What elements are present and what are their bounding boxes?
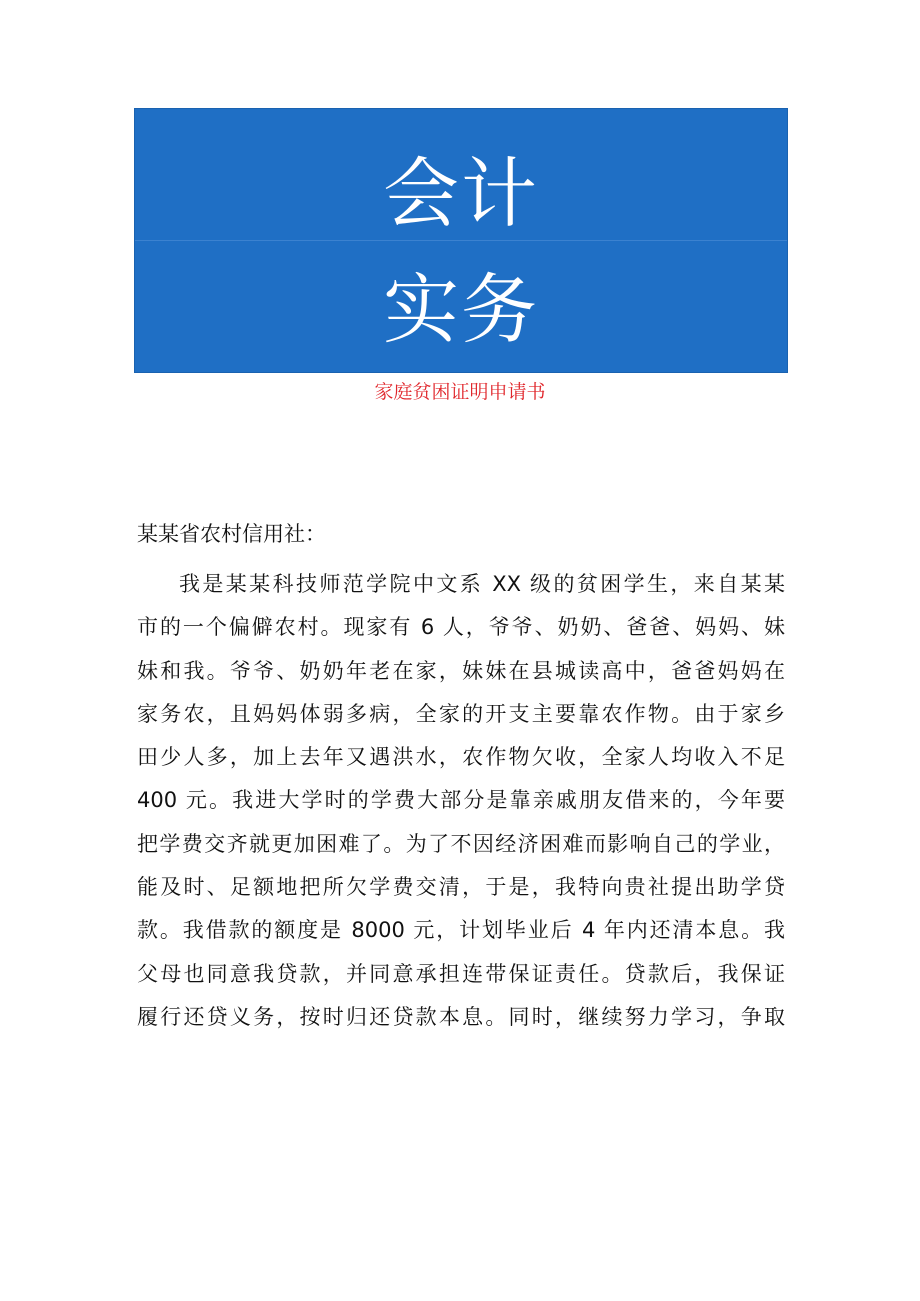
body-line: 把学费交齐就更加困难了。为了不因经济困难而影响自己的学业， — [137, 831, 785, 856]
body-line: 妹和我。爷爷、奶奶年老在家，妹妹在县城读高中，爸爸妈妈在 — [137, 658, 785, 683]
body-line: 父母也同意我贷款，并同意承担连带保证责任。贷款后，我保证 — [137, 961, 785, 986]
body-line: 履行还贷义务，按时归还贷款本息。同时，继续努力学习，争取 — [137, 1004, 785, 1029]
body-line: 能及时、足额地把所欠学费交清，于是，我特向贵社提出助学贷 — [137, 875, 785, 900]
salutation: 某某省农村信用社： — [137, 522, 326, 546]
body-paragraph — [137, 563, 785, 1039]
body-line: 400 元。我进大学时的学费大部分是靠亲戚朋友借来的，今年要 — [137, 788, 785, 813]
document-title: 家庭贫困证明申请书 — [374, 381, 546, 403]
banner-title-line-1: 会计 — [383, 149, 539, 238]
body-line: 家务农，且妈妈体弱多病，全家的开支主要靠农作物。由于家乡 — [137, 701, 785, 726]
body-line: 我是某某科技师范学院中文系 XX 级的贫困学生，来自某某 — [179, 572, 785, 596]
body-line: 市的一个偏僻农村。现家有 6 人，爷爷、奶奶、爸爸、妈妈、妹 — [137, 615, 785, 640]
banner-divider — [135, 240, 787, 241]
body-line: 款。我借款的额度是 8000 元，计划毕业后 4 年内还清本息。我 — [137, 918, 785, 943]
banner-title-line-2: 实务 — [383, 265, 539, 354]
cover-banner — [134, 108, 788, 373]
body-line: 田少人多，加上去年又遇洪水，农作物欠收，全家人均收入不足 — [137, 745, 785, 770]
